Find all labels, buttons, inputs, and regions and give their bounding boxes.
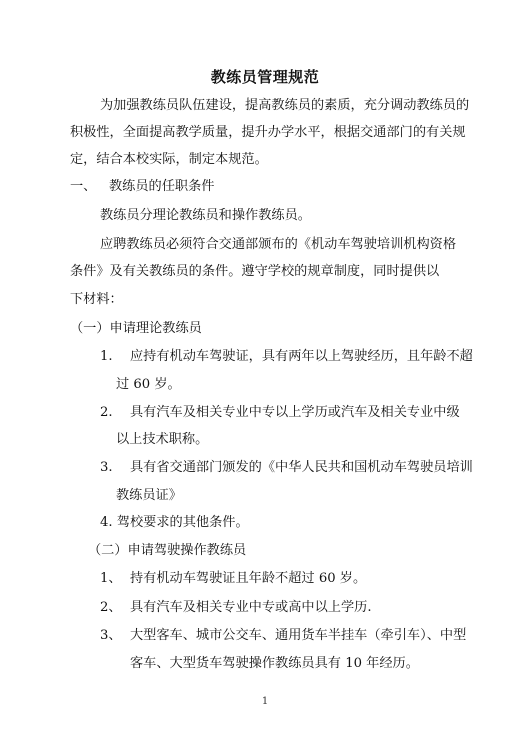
section-paragraph-2-line-2: 条件》及有关教练员的条件。遵守学校的规章制度，同时提供以 [70,264,440,279]
subsection-heading-operation: （二）申请驾驶操作教练员 [88,543,247,558]
list-item-text: 具有汽车及相关专业中专或高中以上学历. [130,600,372,615]
section-paragraph-1: 教练员分理论教练员和操作教练员。 [100,208,311,223]
list-item-text: 客车、大型货车驾驶操作教练员具有 10 年经历。 [130,656,419,671]
list-number: 3、 [100,628,122,643]
page-number: 1 [261,696,269,707]
intro-line-3: 定，结合本校实际，制定本规范。 [70,152,268,167]
list-item-text: 教练员证》 [116,488,182,503]
intro-line-1: 为加强教练员队伍建设，提高教练员的素质，充分调动教练员的 [100,98,470,113]
list-item-text: 过 60 岁。 [116,377,181,392]
list-number: 2. [100,405,113,420]
section-paragraph-2-line-3: 下材料： [70,292,123,307]
section-paragraph-2-line-1: 应聘教练员必须符合交通部颁布的《机动车驾驶培训机构资格 [100,237,457,252]
list-item-text: 具有省交通部门颁发的《中华人民共和国机动车驾驶员培训 [130,460,473,475]
list-number: 3. [100,460,113,475]
list-number: 1、 [100,571,122,586]
list-item-text: 应持有机动车驾驶证，具有两年以上驾驶经历，且年龄不超 [130,349,473,364]
list-number: 2、 [100,600,122,615]
intro-line-2: 积极性，全面提高教学质量，提升办学水平，根据交通部门的有关规 [70,125,466,140]
list-item-4: 4. 驾校要求的其他条件。 [100,515,249,530]
subsection-heading-theory: （一）申请理论教练员 [70,321,202,336]
list-item-text: 以上技术职称。 [116,432,209,447]
list-number: 1. [100,349,113,364]
document-title: 教练员管理规范 [210,68,320,86]
list-item-text: 具有汽车及相关专业中专以上学历或汽车及相关专业中级 [130,405,460,420]
list-item-text: 大型客车、城市公交车、通用货车半挂车（牵引车）、中型 [130,628,467,643]
list-item-text: 持有机动车驾驶证且年龄不超过 60 岁。 [130,571,367,586]
section-heading: 一、 教练员的任职条件 [70,179,215,194]
